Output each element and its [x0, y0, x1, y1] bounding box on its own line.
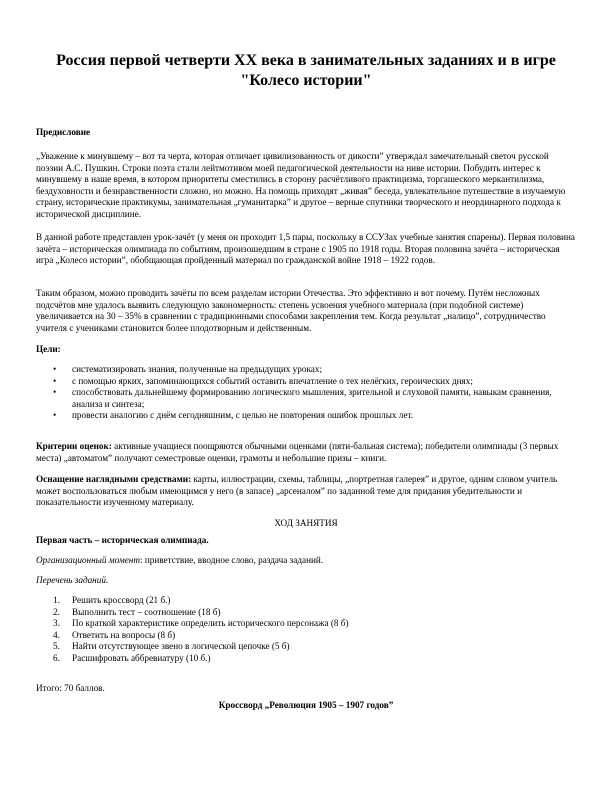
preface-paragraph-1: „Уважение к минувшему – вот та черта, которая отличает цивилизованность от дикости” утверждал замечательный светоч русской поэзии А.С. Пушкин. Строки поэта стали лейтмотивом моей педагогической деятельности на ниве истории. Побудить интерес к минувшему в наше время, в котором приоритеты сместились в сторону расчётливого практицизма, торгашеского меркантилизма, бездуховности и безнравственности сложно, но можно. На помощь приходят „живая” беседа, увлекательное путешествие в изучаемую страну, исторические практикумы, занимательная „гуманитарка” и другое – верные спутники творческого и неординарного подхода к исторической дисциплине.	[36, 151, 566, 219]
bullet-icon: •	[53, 410, 57, 421]
total-score: Итого: 70 баллов.	[36, 683, 105, 693]
equipment-label: Оснащение наглядными средствами:	[36, 474, 192, 484]
preface-heading: Предисловие	[36, 127, 91, 137]
bullet-icon: •	[53, 375, 57, 386]
tasks-heading: Перечень заданий.	[36, 575, 109, 585]
equipment-text: карты, иллюстрации, схемы, таблицы, „портретная галерея” и другое, одним словом учитель может воспользоваться любым имеющимся у него (в запасе) „арсеналом” по заданной теме для придания убедительности и показательности изученному материалу.	[36, 474, 558, 508]
goal-item: • систематизировать знания, полученные на предыдущих уроках;	[53, 364, 322, 374]
document-title	[40, 51, 572, 91]
criteria-text: активные учащиеся поощряются обычными оценками (пяти-бальная система); победители олимпиады (3 первых места) „автоматом” получают семестровые оценки, грамоты и небольшие призы – книги.	[36, 441, 559, 463]
equipment-paragraph	[36, 474, 576, 509]
task-item: 1. Решить кроссворд (21 б.)	[53, 595, 171, 605]
criteria-paragraph	[36, 441, 576, 464]
goal-item: • с помощью ярких, запоминающихся событий оставить впечатление о тех нелёгких, героических днях;	[53, 375, 473, 386]
org-text: : приветствие, вводное слово, раздача заданий.	[140, 555, 324, 565]
task-item: 3. По краткой характеристике определить исторического персонажа (8 б)	[53, 618, 349, 629]
part1-heading: Первая часть – историческая олимпиада.	[36, 535, 209, 545]
crossword-heading: Кроссворд „Революция 1905 – 1907 годов”	[218, 700, 394, 710]
title-line-1: Россия первой четверти XX века в занимательных заданиях и в игре	[56, 52, 556, 69]
bullet-icon: •	[53, 364, 57, 374]
goals-heading: Цели:	[36, 344, 61, 354]
org-label: Организационный момент	[36, 555, 140, 565]
goal-item: • способствовать дальнейшему формированию логического мышления, зрительной и слуховой памяти, навыкам сравнения, анализа и синтеза;	[53, 387, 552, 409]
task-item: 5. Найти отсутствующее звено в логической цепочке (5 б)	[53, 641, 290, 652]
preface-paragraph-3: Таким образом, можно проводить зачёты по всем разделам истории Отечества. Это эффективно и вот почему. Путём несложных подсчётов мне удалось выявить следующую закономерность: степень усвоения учебного материала (при подобной системе) увеличивается на 30 – 35% в сравнении с традиционными способами закрепления тем. Когда результат „налицо”, сотрудничество учителя с учениками становится более плодотворным и действенным.	[36, 288, 546, 333]
goal-item: • провести аналогию с днём сегодняшним, с целью не повторения ошибок прошлых лет.	[53, 410, 414, 421]
criteria-label: Критерии оценок:	[36, 441, 112, 451]
preface-paragraph-2: В данной работе представлен урок-зачёт (у меня он проходит 1,5 пары, поскольку в ССУЗах учебные занятия спарены). Первая половина зачёта – историческая олимпиада по событиям, произошедшим в стране с 1905 по 1918 годы. Вторая половина зачёта – историческая игра „Колесо истории”, обобщающая пройденный материал по гражданской войне 1918 – 1922 годов.	[36, 232, 575, 266]
task-item: 4. Ответить на вопросы (8 б)	[53, 629, 176, 640]
goals-list	[36, 364, 576, 422]
tasks-list	[36, 595, 576, 665]
bullet-icon: •	[53, 387, 57, 398]
task-item: 6. Расшифровать аббревиатуру (10 б.)	[53, 652, 211, 663]
title-line-2: "Колесо истории"	[240, 72, 372, 89]
task-item: 2. Выполнить тест – соотношение (18 б)	[53, 606, 221, 617]
lesson-heading: ХОД ЗАНЯТИЯ	[274, 518, 338, 528]
org-moment	[36, 555, 576, 567]
